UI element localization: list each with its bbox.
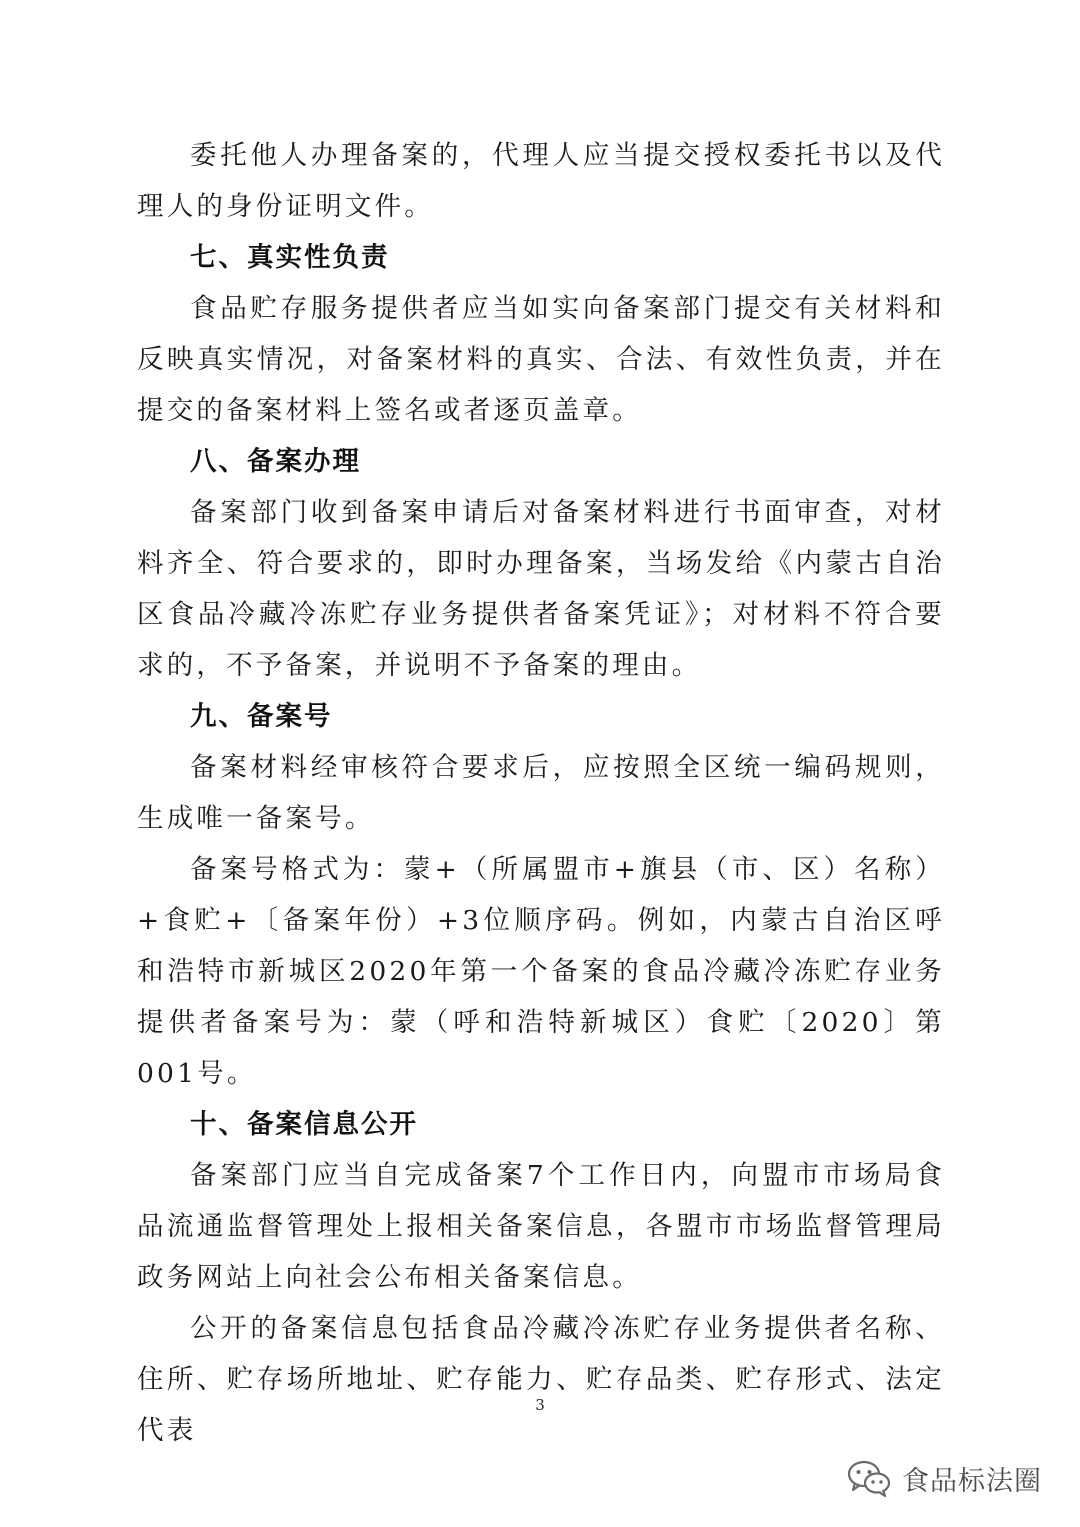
paragraph-delegation: 委托他人办理备案的，代理人应当提交授权委托书以及代理人的身份证明文件。: [137, 140, 945, 222]
paragraph-record-number: 备案材料经审核符合要求后，应按照全区统一编码规则，生成唯一备案号。: [137, 752, 945, 834]
section-heading-9: 九、备案号: [190, 701, 333, 732]
paragraph-disclosure-content: 公开的备案信息包括食品冷藏冷冻贮存业务提供者名称、住所、贮存场所地址、贮存能力、贮存品类、贮存形式、法定代表: [137, 1313, 945, 1446]
section-heading-8: 八、备案办理: [190, 446, 361, 477]
paragraph-record-number-format: 备案号格式为：蒙+（所属盟市+旗县（市、区）名称）+食贮+〔备案年份）+3位顺序码。例如，内蒙古自治区呼和浩特市新城区2020年第一个备案的食品冷藏冷冻贮存业务提供者备案号为：蒙（呼和浩特新城区）食贮〔2020〕第001号。: [137, 854, 945, 1089]
section-heading-10: 十、备案信息公开: [190, 1109, 418, 1140]
watermark-text: 食品标法圈: [902, 1465, 1042, 1497]
section-heading-7: 七、真实性负责: [190, 242, 390, 273]
paragraph-disclosure: 备案部门应当自完成备案7个工作日内，向盟市市场局食品流通监督管理处上报相关备案信息，各盟市市场监督管理局政务网站上向社会公布相关备案信息。: [137, 1160, 945, 1293]
page-number: 3: [535, 1396, 545, 1414]
document-body: [137, 130, 945, 1456]
wechat-icon: [846, 1458, 892, 1498]
account-watermark: [846, 1456, 1042, 1500]
paragraph-authenticity: 食品贮存服务提供者应当如实向备案部门提交有关材料和反映真实情况，对备案材料的真实、合法、有效性负责，并在提交的备案材料上签名或者逐页盖章。: [137, 293, 945, 426]
paragraph-processing: 备案部门收到备案申请后对备案材料进行书面审查，对材料齐全、符合要求的，即时办理备案，当场发给《内蒙古自治区食品冷藏冷冻贮存业务提供者备案凭证》；对材料不符合要求的，不予备案，并说明不予备案的理由。: [137, 497, 945, 681]
